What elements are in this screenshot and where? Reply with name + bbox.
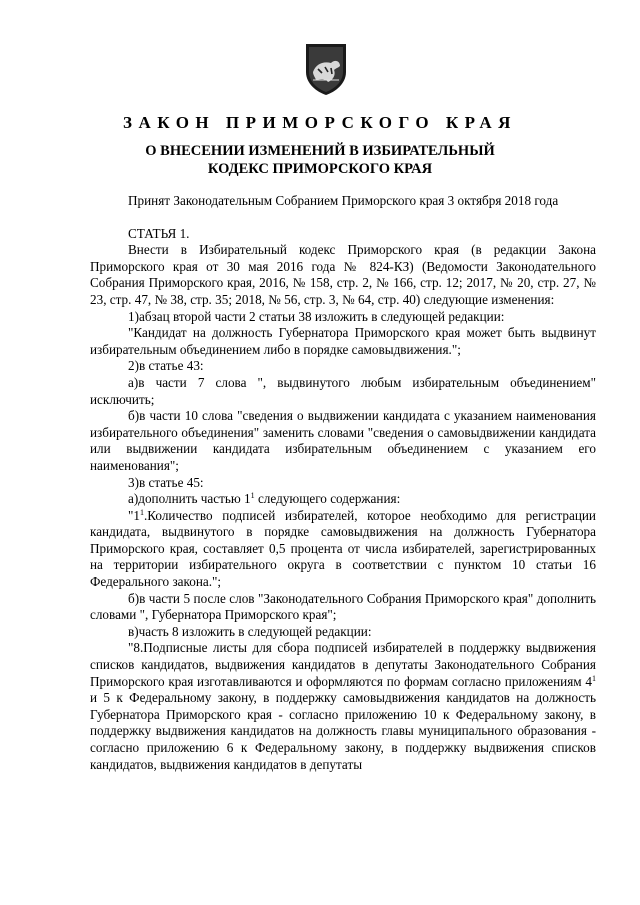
superscript: 1 [250, 491, 255, 501]
item-2: 2)в статье 43: [128, 358, 204, 374]
coat-of-arms-icon [303, 42, 349, 96]
item-3: 3)в статье 45: [128, 474, 204, 490]
quote-number: "1 [128, 507, 140, 523]
quote-text: .Количество подписей избирателей, которое необходимо для регистрации кандидата, выдвинутого в порядке самовыдвижения на должность Губернатора Приморского края, составляет 0,5 процента от числа избирателей, зарегистрированных на территории избирательного округа в соответствии с пунктом 10 статьи 16 Федерального закона."; [90, 507, 596, 590]
item-3a-text-end: следующего содержания: [254, 491, 401, 507]
item-1-text: "Кандидат на должность Губернатора Приморского края может быть выдвинут избирательным объединением либо в порядке самовыдвижения."; [90, 325, 596, 357]
item-3c-text [90, 640, 596, 773]
item-3c: в)часть 8 изложить в следующей редакции: [128, 623, 372, 639]
article-heading: СТАТЬЯ 1. [128, 225, 190, 241]
item-3a [90, 491, 596, 508]
law-subtitle [0, 142, 640, 178]
item-2b: б)в части 10 слова "сведения о выдвижении кандидата с указанием наименования избирательного объединения" заменить словами "сведения о самовыдвижении кандидата или выдвижении кандидата избирательным объединением с указанием его наименования"; [90, 408, 596, 473]
item-3a-quote [90, 508, 596, 591]
item-3c-text-start: "8.Подписные листы для сбора подписей избирателей в поддержку выдвижения списков кандидатов, выдвижения кандидатов в депутаты Законодательного Собрания Приморского края изготавливаются и оформляются по формам согласно приложениям 4 [90, 640, 596, 689]
law-title: ЗАКОН ПРИМОРСКОГО КРАЯ [123, 113, 517, 132]
item-3b: б)в части 5 после слов "Законодательного Собрания Приморского края" дополнить словами ", Губернатора Приморского края"; [90, 590, 596, 623]
item-3c-text-end: и 5 к Федеральному закону, в поддержку самовыдвижения кандидатов на должность Губернатора Приморского края - согласно приложению 10 к Федеральному закону, в поддержку выдвижения кандидатов на должность главы муниципального образования - согласно приложению 6 к Федеральному закону, в поддержку выдвижения списков кандидатов, выдвижения кандидатов в депутаты [90, 690, 596, 772]
subtitle-line-2: КОДЕКС ПРИМОРСКОГО КРАЯ [207, 161, 433, 177]
item-1: 1)абзац второй части 2 статьи 38 изложить в следующей редакции: [128, 308, 505, 324]
superscript: 1 [139, 507, 144, 517]
superscript: 1 [592, 673, 596, 683]
subtitle-line-1: О ВНЕСЕНИИ ИЗМЕНЕНИЙ В ИЗБИРАТЕЛЬНЫЙ [145, 143, 495, 159]
item-3a-text: а)дополнить частью 1 [128, 491, 251, 507]
item-2a: а)в части 7 слова ", выдвинутого любым избирательным объединением" исключить; [90, 374, 596, 407]
adoption-statement: Принят Законодательным Собранием Приморского края 3 октября 2018 года [128, 193, 559, 208]
intro-paragraph: Внести в Избирательный кодекс Приморского края (в редакции Закона Приморского края от 30 мая 2016 года № 824-КЗ) (Ведомости Законодательного Собрания Приморского края, 2016, № 158, стр. 2, № 166, стр. 12; 2017, № 20, стр. 27, № 23, стр. 47, № 38, стр. 35; 2018, № 56, стр. 3, № 64, стр. 40) следующие изменения: [90, 242, 596, 307]
document-body [90, 193, 596, 773]
